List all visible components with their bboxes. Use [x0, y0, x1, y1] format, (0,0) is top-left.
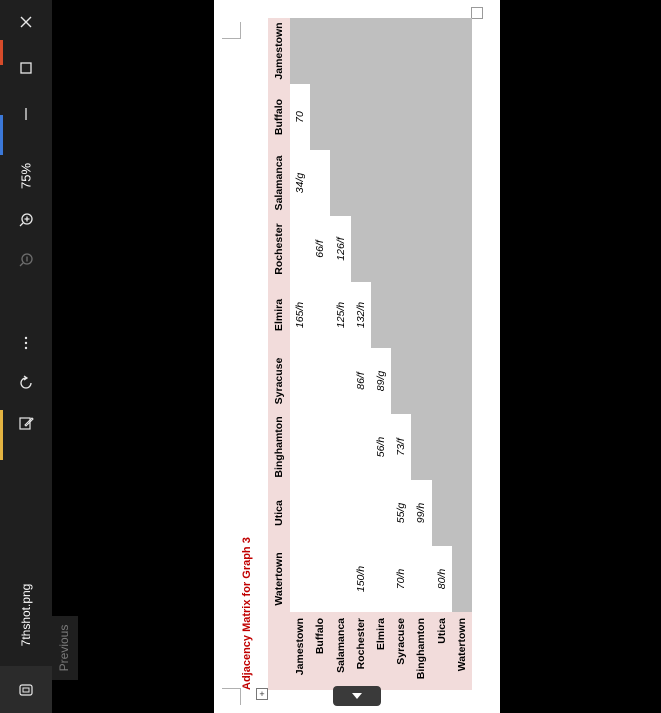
scroll-down-button[interactable]: [333, 686, 381, 706]
matrix-cell-empty: [330, 84, 350, 150]
matrix-cell-empty: [371, 282, 391, 348]
matrix-cell-empty: [371, 84, 391, 150]
column-header: Jamestown: [268, 18, 290, 84]
zoom-out-icon[interactable]: [9, 243, 43, 277]
column-header: Syracuse: [268, 348, 290, 414]
row-header: Watertown: [452, 612, 472, 690]
zoom-level[interactable]: 75%: [18, 162, 34, 190]
table-row: [290, 18, 310, 690]
matrix-cell: [290, 414, 310, 480]
matrix-cell: 165/h: [290, 282, 310, 348]
column-header: Salamanca: [268, 150, 290, 216]
column-header: Binghamton: [268, 414, 290, 480]
matrix-cell-empty: [452, 18, 472, 84]
matrix-cell: 125/h: [330, 282, 350, 348]
row-header: Rochester: [351, 612, 371, 690]
matrix-cell-empty: [432, 348, 452, 414]
table-row: [330, 18, 350, 690]
matrix-cell-empty: [391, 348, 411, 414]
rotate-icon[interactable]: [9, 366, 43, 400]
table-row: [310, 18, 330, 690]
matrix-cell: [411, 546, 431, 612]
matrix-cell: [310, 480, 330, 546]
file-name: 7thshot.png: [19, 583, 33, 647]
row-header: Syracuse: [391, 612, 411, 690]
chevron-down-icon: [351, 692, 363, 700]
matrix-cell: 55/g: [391, 480, 411, 546]
matrix-cell-empty: [391, 18, 411, 84]
matrix-cell: [310, 348, 330, 414]
maximize-icon[interactable]: [9, 51, 43, 85]
matrix-cell-empty: [351, 18, 371, 84]
matrix-cell: [330, 414, 350, 480]
matrix-cell-empty: [452, 282, 472, 348]
matrix-cell-empty: [371, 216, 391, 282]
matrix-cell: [371, 480, 391, 546]
minimize-icon[interactable]: [9, 97, 43, 131]
adjacency-matrix-table: [268, 18, 472, 690]
matrix-cell: [290, 348, 310, 414]
table-row: [432, 18, 452, 690]
matrix-cell-empty: [371, 18, 391, 84]
matrix-cell: 150/h: [351, 546, 371, 612]
matrix-cell: [371, 546, 391, 612]
matrix-cell: [290, 216, 310, 282]
matrix-cell: 73/f: [391, 414, 411, 480]
matrix-cell: 86/f: [351, 348, 371, 414]
matrix-cell-empty: [452, 84, 472, 150]
table-row: [371, 18, 391, 690]
matrix-cell: [290, 480, 310, 546]
matrix-cell: [351, 414, 371, 480]
matrix-cell-empty: [330, 150, 350, 216]
matrix-cell-empty: [452, 546, 472, 612]
column-header: Utica: [268, 480, 290, 546]
crop-mark-bottom: [222, 688, 241, 705]
matrix-cell: 89/g: [371, 348, 391, 414]
slideshow-button[interactable]: [0, 666, 52, 713]
matrix-cell: [351, 480, 371, 546]
matrix-cell-empty: [411, 414, 431, 480]
matrix-cell: [330, 546, 350, 612]
matrix-cell: 56/h: [371, 414, 391, 480]
matrix-cell-empty: [411, 348, 431, 414]
matrix-cell: [310, 414, 330, 480]
matrix-cell-empty: [391, 216, 411, 282]
matrix-cell-empty: [432, 282, 452, 348]
matrix-cell: 34/g: [290, 150, 310, 216]
matrix-cell-empty: [391, 150, 411, 216]
matrix-cell-empty: [290, 18, 310, 84]
matrix-cell-empty: [310, 84, 330, 150]
matrix-cell: [310, 282, 330, 348]
matrix-cell: 126/f: [330, 216, 350, 282]
table-row: [411, 18, 431, 690]
matrix-cell-empty: [330, 18, 350, 84]
matrix-cell: 80/h: [432, 546, 452, 612]
matrix-cell-empty: [371, 150, 391, 216]
row-header: Utica: [432, 612, 452, 690]
matrix-cell-empty: [351, 84, 371, 150]
matrix-cell-empty: [432, 84, 452, 150]
matrix-cell: [330, 348, 350, 414]
matrix-cell-empty: [452, 348, 472, 414]
matrix-cell-empty: [391, 282, 411, 348]
table-row: [351, 18, 371, 690]
matrix-cell-empty: [432, 414, 452, 480]
matrix-cell-empty: [351, 216, 371, 282]
edit-icon[interactable]: [9, 406, 43, 440]
matrix-cell-empty: [391, 84, 411, 150]
matrix-cell-empty: [432, 150, 452, 216]
matrix-cell: 70: [290, 84, 310, 150]
matrix-cell: [310, 150, 330, 216]
more-icon[interactable]: [9, 326, 43, 360]
matrix-cell-empty: [411, 282, 431, 348]
matrix-cell: 70/h: [391, 546, 411, 612]
matrix-cell-empty: [452, 150, 472, 216]
crop-mark-top: [222, 22, 241, 39]
table-move-handle[interactable]: +: [256, 688, 268, 700]
matrix-cell-empty: [452, 414, 472, 480]
matrix-cell: [330, 480, 350, 546]
matrix-cell: 99/h: [411, 480, 431, 546]
row-header: Buffalo: [310, 612, 330, 690]
column-header: Rochester: [268, 216, 290, 282]
matrix-cell-empty: [411, 150, 431, 216]
column-header: Elmira: [268, 282, 290, 348]
matrix-cell-empty: [432, 480, 452, 546]
taskbar-edge: [0, 0, 3, 713]
matrix-cell-empty: [452, 216, 472, 282]
previous-button[interactable]: Previous: [50, 616, 78, 680]
matrix-cell: [310, 546, 330, 612]
column-header: Watertown: [268, 546, 290, 612]
table-corner: [268, 612, 290, 690]
column-header: Buffalo: [268, 84, 290, 150]
matrix-cell-empty: [432, 18, 452, 84]
matrix-cell-empty: [432, 216, 452, 282]
matrix-cell-empty: [351, 150, 371, 216]
matrix-cell-empty: [452, 480, 472, 546]
matrix-cell: [290, 546, 310, 612]
matrix-title: Adjacency Matrix for Graph 3: [241, 537, 253, 690]
row-header: Binghamton: [411, 612, 431, 690]
row-header: Elmira: [371, 612, 391, 690]
matrix-cell: 66/f: [310, 216, 330, 282]
table-row: [391, 18, 411, 690]
matrix-cell-empty: [411, 84, 431, 150]
matrix-cell: 132/h: [351, 282, 371, 348]
close-icon[interactable]: [9, 5, 43, 39]
table-row: [452, 18, 472, 690]
matrix-cell-empty: [411, 216, 431, 282]
matrix-cell-empty: [310, 18, 330, 84]
resize-handle[interactable]: [471, 7, 483, 19]
row-header: Jamestown: [290, 612, 310, 690]
matrix-cell-empty: [411, 18, 431, 84]
zoom-in-icon[interactable]: [9, 203, 43, 237]
slideshow-icon: [18, 682, 34, 698]
row-header: Salamanca: [330, 612, 350, 690]
